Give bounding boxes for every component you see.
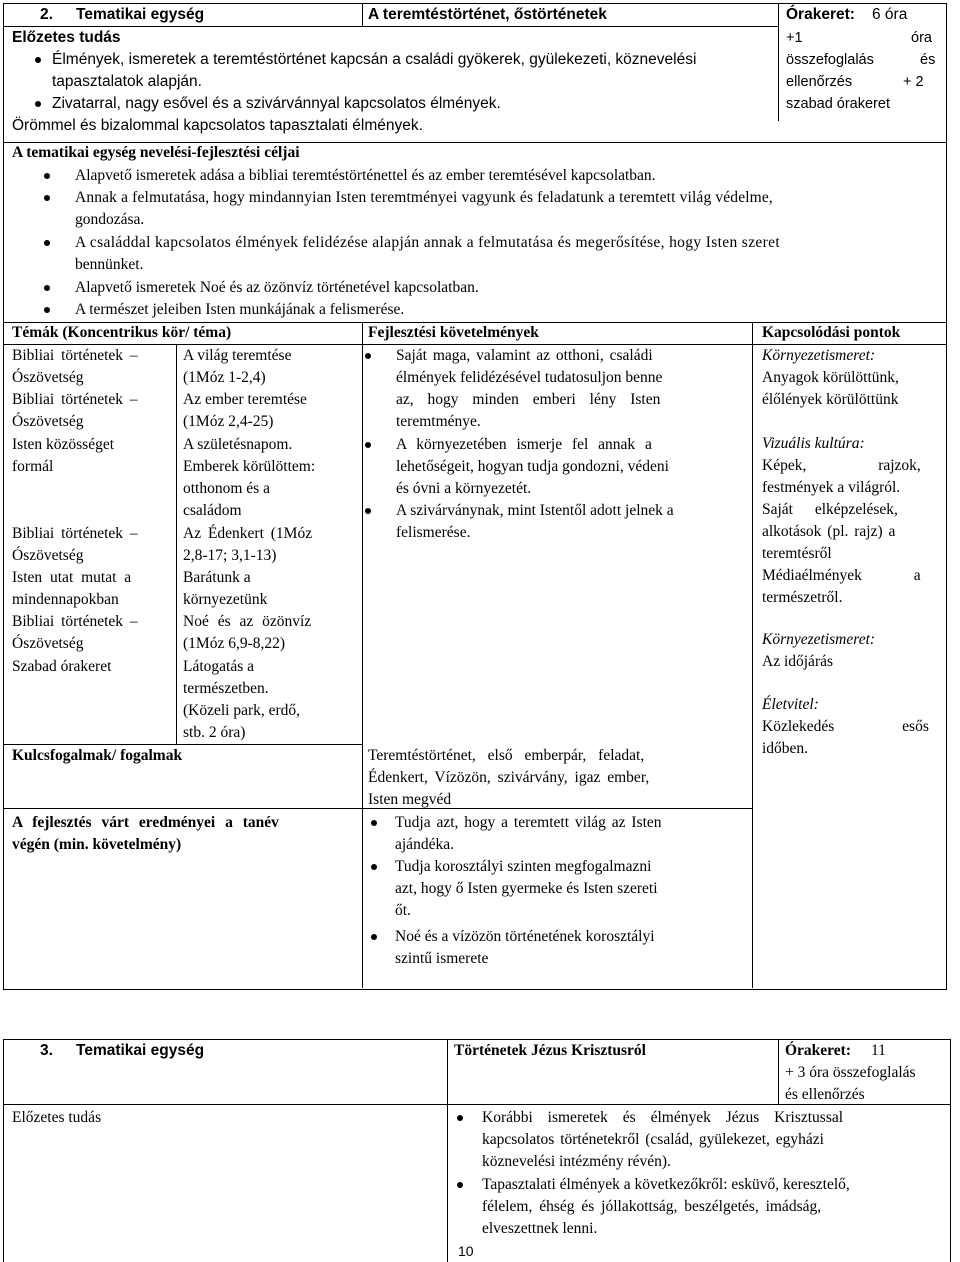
link-2-line1: Képek, rajzok, — [762, 457, 921, 474]
unit2-header-vsep-2 — [778, 3, 779, 121]
bullet-icon — [44, 285, 50, 291]
topic-3-line4: családom — [183, 502, 242, 519]
req-1-line2: élmények felidézésével tudatosuljon benne — [396, 369, 663, 386]
unit3-hours-extra-1: + 3 óra összefoglalás — [785, 1064, 916, 1081]
topic-5-cat1: Isten utat mutat a — [12, 569, 132, 586]
unit2-col-topics: Témák (Koncentrikus kör/ téma) — [12, 324, 232, 341]
unit2-outcomes-heading-1: A fejlesztés várt eredményei a tanév — [12, 814, 279, 831]
unit2-keywords-heading: Kulcsfogalmak/ fogalmak — [12, 747, 183, 764]
link-4-line1: Közlekedés esős — [762, 718, 929, 735]
topic-3-cat2: formál — [12, 458, 54, 475]
unit3-name: Történetek Jézus Krisztusról — [454, 1042, 646, 1059]
outcome-1-line2: ajándéka. — [395, 836, 454, 853]
outcome-3-line2: szintű ismerete — [395, 950, 489, 967]
unit2-col-requirements: Fejlesztési követelmények — [368, 324, 539, 341]
unit3-title: Tematikai egység — [76, 1042, 205, 1059]
link-2-line2: festmények a világról. — [762, 479, 901, 496]
bullet-icon — [371, 820, 377, 826]
link-2-line4: alkotások (pl. rajz) a — [762, 523, 896, 540]
req-2-line2: lehetőségeit, hogyan tudja gondozni, védeni — [396, 458, 669, 475]
req-1-line1: Saját maga, valamint az otthoni, családi — [396, 347, 653, 364]
topic-4-title: Az Édenkert (1Móz — [183, 525, 313, 542]
topic-2-cat2: Ószövetség — [12, 413, 84, 430]
unit2-keywords-divider — [3, 808, 753, 809]
topic-5-title: Barátunk a — [183, 569, 251, 586]
unit2-prior-1a: Élmények, ismeretek a teremtéstörténet kapcsán a családi gyökerek, gyülekezeti, köznevelési — [52, 51, 697, 68]
unit3-prior-2-line1: Tapasztalati élmények a következőkről: esküvő, keresztelő, — [482, 1176, 850, 1193]
unit3-prior-2-line2: félelem, éhség és jóllakottság, beszélgetés, imádság, — [482, 1198, 822, 1215]
req-2-line3: és óvni a környezetét. — [396, 480, 532, 497]
unit2-outcomes-heading-2: végén (min. követelmény) — [12, 836, 182, 853]
bullet-icon — [44, 307, 50, 313]
unit2-hours-extra-3: ellenőrzés — [786, 74, 853, 90]
unit2-header-vsep-1 — [362, 3, 363, 27]
unit2-prior-heading: Előzetes tudás — [12, 29, 121, 46]
unit2-topic-sep — [176, 344, 177, 744]
unit2-prior-2: Zivatarral, nagy esővel és a szivárvánnyal kapcsolatos élmények. — [52, 95, 501, 112]
link-1-line1: Anyagok körülöttünk, — [762, 369, 899, 386]
unit3-prior-1-line2: kapcsolatos történetekről (család, gyülekezet, egyházi — [482, 1131, 824, 1148]
unit2-hours-value: 6 óra — [872, 6, 908, 23]
topic-3-title: A születésnapom. — [183, 436, 293, 453]
link-3-label: Környezetismeret: — [762, 631, 876, 648]
unit3-prior-1-line1: Korábbi ismeretek és élmények Jézus Krisztussal — [482, 1109, 844, 1126]
unit3-hours-label: Órakeret: — [785, 1042, 851, 1059]
bullet-icon — [44, 195, 50, 201]
unit3-header-vsep-2 — [778, 1039, 779, 1105]
link-1-label: Környezetismeret: — [762, 347, 876, 364]
outcome-2-line1: Tudja korosztályi szinten megfogalmazni — [395, 858, 652, 875]
topic-5-line2: környezetünk — [183, 591, 268, 608]
unit2-goal-3b: bennünket. — [75, 256, 144, 273]
unit2-goal-3a: A családdal kapcsolatos élmények felidézése alapján annak a felmutatása és megerősítése, hogy Isten szeret — [75, 234, 781, 251]
req-1-line4: teremtménye. — [396, 413, 481, 430]
unit2-goal-2b: gondozása. — [75, 211, 145, 228]
topic-2-title: Az ember teremtése — [183, 391, 307, 408]
bullet-icon — [365, 508, 371, 514]
unit3-body-sep — [447, 1104, 448, 1262]
bullet-icon — [457, 1182, 463, 1188]
unit2-hours-extra-1b: óra — [911, 30, 932, 46]
link-2-label: Vizuális kultúra: — [762, 435, 865, 452]
unit3-prior-1-line3: köznevelési intézmény révén). — [482, 1153, 671, 1170]
unit2-hours-extra-3b: + 2 — [903, 74, 924, 90]
bullet-icon — [35, 101, 41, 107]
bullet-icon — [365, 442, 371, 448]
unit3-prior-2-line3: elveszettnek lenni. — [482, 1220, 598, 1237]
unit2-hours-extra-2b: és — [920, 52, 936, 68]
bullet-icon — [457, 1115, 463, 1121]
topic-1-cat1: Bibliai történetek – — [12, 347, 138, 364]
unit2-outcome-sep — [362, 808, 363, 988]
unit2-col-sep-1 — [362, 322, 363, 808]
topic-7-cat1: Szabad órakeret — [12, 658, 112, 675]
topic-2-ref: (1Móz 2,4-25) — [183, 413, 274, 430]
unit2-goal-1: Alapvető ismeretek adása a bibliai teremtéstörténettel és az ember teremtésével kapcsolatban. — [75, 167, 656, 184]
topic-5-cat2: mindennapokban — [12, 591, 119, 608]
link-2-line6: Médiaélmények a — [762, 567, 921, 584]
topic-7-title: Látogatás a — [183, 658, 255, 675]
req-2-line1: A környezetében ismerje fel annak a — [396, 436, 652, 453]
link-1-line2: élőlények körülöttünk — [762, 391, 899, 408]
unit2-col-sep-2 — [752, 322, 753, 988]
bullet-icon — [44, 240, 50, 246]
keywords-line2: Édenkert, Vízözön, szivárvány, igaz ember, — [368, 769, 650, 786]
bullet-icon — [371, 864, 377, 870]
unit2-prior-3: Örömmel és bizalommal kapcsolatos tapasztalati élmények. — [12, 117, 423, 134]
unit2-number: 2. — [40, 6, 53, 23]
unit3-hours-extra-2: és ellenőrzés — [785, 1086, 865, 1103]
link-2-line7: természetről. — [762, 589, 843, 606]
unit3-prior-heading: Előzetes tudás — [12, 1109, 102, 1126]
topic-7-line2: természetben. — [183, 680, 269, 697]
topic-3-cat1: Isten közösséget — [12, 436, 115, 453]
unit2-hours-label: Órakeret: — [786, 6, 855, 23]
topic-7-line3: (Közeli park, erdő, — [183, 702, 301, 719]
topic-4-ref: 2,8-17; 3,1-13) — [183, 547, 277, 564]
unit2-hours-extra-2: összefoglalás — [786, 52, 874, 68]
topic-1-ref: (1Móz 1-2,4) — [183, 369, 266, 386]
link-2-line5: teremtésről — [762, 545, 832, 562]
unit2-goal-5: A természet jeleiben Isten munkájának a felismerése. — [75, 301, 405, 318]
topic-4-cat1: Bibliai történetek – — [12, 525, 138, 542]
unit3-number: 3. — [40, 1042, 53, 1059]
unit2-name: A teremtéstörténet, őstörténetek — [368, 6, 607, 23]
topic-6-cat1: Bibliai történetek – — [12, 613, 138, 630]
bullet-icon — [365, 353, 371, 359]
topic-6-cat2: Ószövetség — [12, 635, 84, 652]
link-3-line1: Az időjárás — [762, 653, 834, 670]
keywords-line3: Isten megvéd — [368, 791, 452, 808]
link-4-line2: időben. — [762, 740, 809, 757]
req-3-line1: A szivárványnak, mint Istentől adott jelnek a — [396, 502, 674, 519]
topic-2-cat1: Bibliai történetek – — [12, 391, 138, 408]
topic-3-line2: Emberek körülöttem: — [183, 458, 316, 475]
topic-7-line4: stb. 2 óra) — [183, 724, 246, 741]
bullet-icon — [44, 173, 50, 179]
outcome-2-line2: azt, hogy ő Isten gyermeke és Isten szereti — [395, 880, 658, 897]
topic-4-cat2: Ószövetség — [12, 547, 84, 564]
topic-6-title: Noé és az özönvíz — [183, 613, 312, 630]
unit2-title: Tematikai egység — [76, 6, 205, 23]
outcome-3-line1: Noé és a vízözön történetének korosztályi — [395, 928, 655, 945]
bullet-icon — [35, 57, 41, 63]
unit2-prior-1b: tapasztalatok alapján. — [52, 73, 202, 90]
bullet-icon — [371, 934, 377, 940]
req-1-line3: az, hogy minden emberi lény Isten — [396, 391, 661, 408]
unit3-header-vsep-1 — [447, 1039, 448, 1105]
unit2-goal-4: Alapvető ismeretek Noé és az özönvíz történetével kapcsolatban. — [75, 279, 479, 296]
outcome-2-line3: őt. — [395, 902, 411, 919]
page-number: 10 — [458, 1243, 474, 1259]
unit3-hours-value: 11 — [871, 1042, 886, 1059]
outcome-1-line1: Tudja azt, hogy a teremtett világ az Isten — [395, 814, 662, 831]
unit2-goals-heading: A tematikai egység nevelési-fejlesztési céljai — [12, 144, 300, 161]
unit2-hours-extra-1: +1 — [786, 30, 803, 46]
unit2-col-links: Kapcsolódási pontok — [762, 324, 901, 341]
req-3-line2: felismerése. — [396, 524, 471, 541]
topic-1-title: A világ teremtése — [183, 347, 292, 364]
keywords-line1: Teremtéstörténet, első emberpár, feladat, — [368, 747, 645, 764]
link-2-line3: Saját elképzelések, — [762, 501, 898, 518]
unit2-goal-2a: Annak a felmutatása, hogy mindannyian Isten teremtményei vagyunk és feladatunk a teremtett világ védelme, — [75, 189, 773, 206]
topic-1-cat2: Ószövetség — [12, 369, 84, 386]
topic-6-ref: (1Móz 6,9-8,22) — [183, 635, 286, 652]
link-4-label: Életvitel: — [762, 696, 819, 713]
unit2-hours-extra-4: szabad órakeret — [786, 96, 890, 112]
topic-3-line3: otthonom és a — [183, 480, 270, 497]
